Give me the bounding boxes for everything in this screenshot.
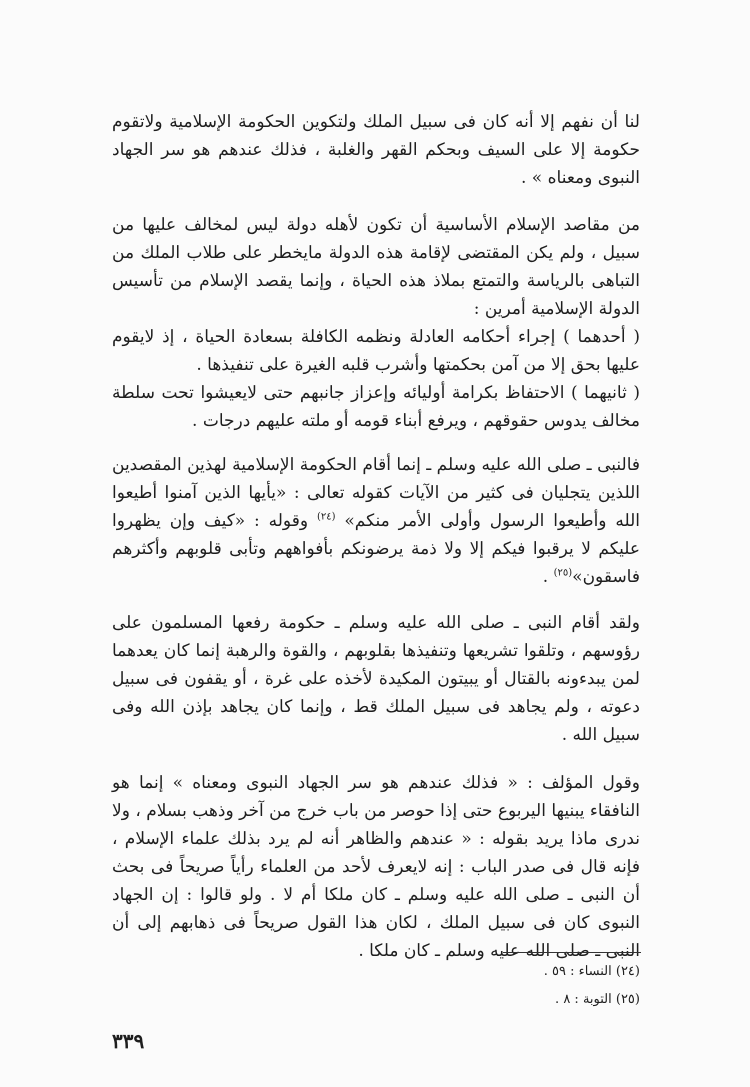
paragraph-6: ولقد أقام النبى ـ صلى الله عليه وسلم ـ حكومة رفعها المسلمون على رؤوسهم ، وتلقوا تشريعها وتنفيذها بقلوبهم ، والقوة والرهبة إنما كان يعدهما لمن يبدءونه بالقتال أو يبيتون المكيدة لأخذه على غرة ، أو يقفون فى سبيل دعوته ، ولم يجاهد فى سبيل الملك قط ، وإنما كان يجاهد بإذن الله وفى سبيل الله . bbox=[112, 613, 640, 745]
paragraph-3: ( أحدهما ) إجراء أحكامه العادلة ونظمه الكافلة بسعادة الحياة ، إذ لايقوم عليها بحق إلا من آمن بحكمتها وأشرب قلبه الغيرة على تنفيذها . bbox=[112, 327, 640, 375]
paragraph-5-part-b: وقوله : «كيف وإن يظهروا عليكم لا يرقبوا فيكم إلا ولا ذمة يرضونكم بأفواههم وتأبى قلوبهم وأكثرهم فاسقون» bbox=[112, 511, 640, 587]
footnotes bbox=[480, 958, 640, 1014]
paragraph-1: لنا أن نفهم إلا أنه كان فى سبيل الملك ولتكوين الحكومة الإسلامية ولاتقوم حكومة إلا على السيف وبحكم القهر والغلبة ، فذلك عندهم هو سر الجهاد النبوى ومعناه » . bbox=[112, 112, 640, 188]
body-text bbox=[112, 108, 640, 965]
footnote-24: (٢٤) النساء : ٥٩ . bbox=[543, 964, 640, 979]
paragraph-7: وقول المؤلف : « فذلك عندهم هو سر الجهاد النبوى ومعناه » إنما هو النافقاء يبنيها اليربوع حتى إذا حوصر من باب خرج من آخر وذهب بسلام ، ولا ندرى ماذا يريد بقوله : « عندهم والظاهر أنه لم يرد بذلك علماء الإسلام ، فإنه قال فى صدر الباب : إنه لايعرف لأحد من العلماء رأياً صريحاً فى بحث أن النبى ـ صلى الله عليه وسلم ـ كان ملكا أم لا . ولو قالوا : إن الجهاد النبوى كان فى سبيل الملك ، لكان هذا القول صريحاً فى ذهابهم إلى أن النبى ـ صلى الله عليه وسلم ـ كان ملكا . bbox=[112, 773, 640, 961]
paragraph-4: ( ثانيهما ) الاحتفاظ بكرامة أوليائه وإعزاز جانبهم حتى لايعيشوا تحت سلطة مخالف يدوس حقوقهم ، ويرفع أبناء قومه أو ملته عليهم درجات . bbox=[112, 383, 640, 431]
paragraph-2: من مقاصد الإسلام الأساسية أن تكون لأهله دولة ليس لمخالف عليها من سبيل ، ولم يكن المقتضى لإقامة هذه الدولة مايخطر على طلاب الملك من التباهى بالرياسة والتمتع بملاذ هذه الحياة ، وإنما يقصد الإسلام من تأسيس الدولة الإسلامية أمرين : bbox=[112, 215, 640, 319]
paragraph-5 bbox=[112, 451, 640, 591]
footnote-25: (٢٥) التوبة : ٨ . bbox=[555, 992, 640, 1007]
footnote-divider bbox=[503, 952, 641, 953]
footnote-ref-25: (٢٥) bbox=[553, 567, 573, 579]
footnote-ref-24: (٢٤) bbox=[316, 511, 336, 523]
paragraph-5-part-a: فالنبى ـ صلى الله عليه وسلم ـ إنما أقام الحكومة الإسلامية لهذين المقصدين اللذين يتجليان فى كثير من الآيات كقوله تعالى : «يأيها الذين آمنوا أطيعوا الله وأطيعوا الرسول وأولى الأمر منكم» bbox=[112, 455, 641, 531]
paragraph-5-end: . bbox=[542, 567, 549, 587]
page-number: ٣٣٩ bbox=[112, 1029, 145, 1053]
